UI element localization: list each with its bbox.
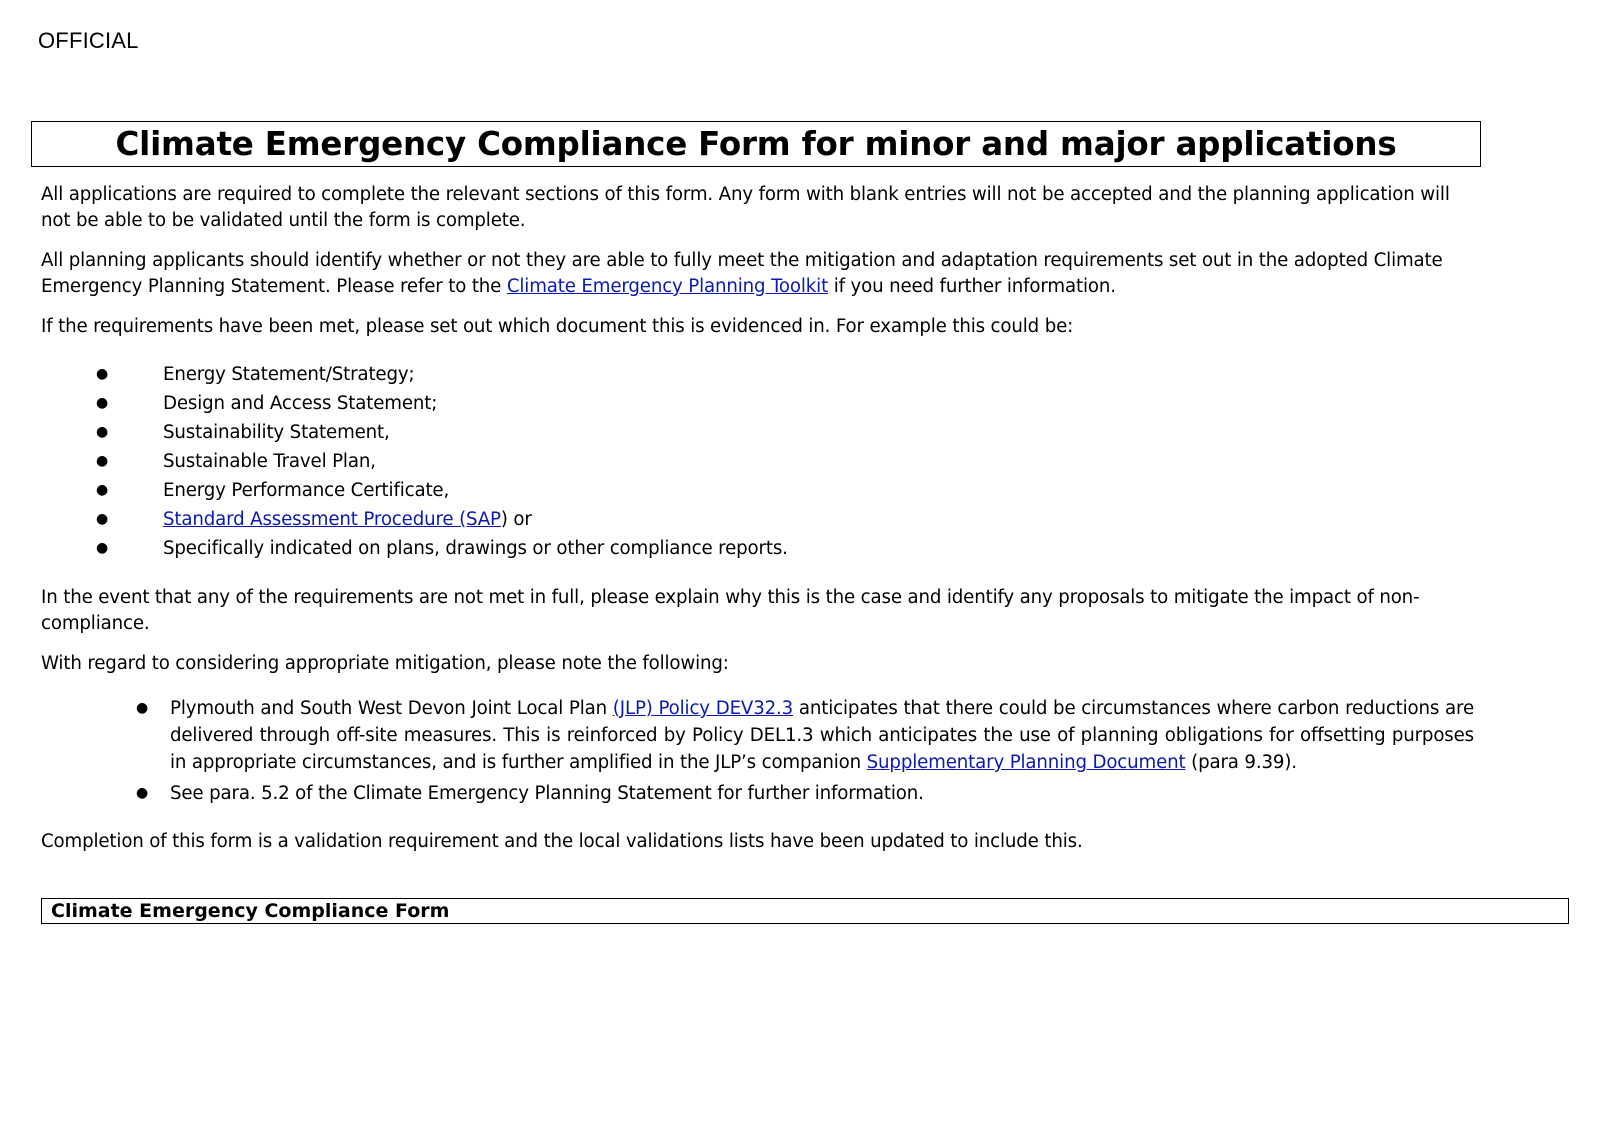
list-item bbox=[41, 780, 1474, 807]
bullet-icon: ● bbox=[96, 540, 109, 556]
document-body bbox=[41, 182, 1474, 855]
list-item-label: Sustainable Travel Plan, bbox=[163, 451, 376, 472]
evidence-list bbox=[41, 360, 1474, 563]
bullet-icon: ● bbox=[96, 395, 109, 411]
list-item-label: Sustainability Statement, bbox=[163, 422, 390, 443]
list-item bbox=[41, 360, 1474, 389]
jlp-policy-link[interactable]: (JLP) Policy DEV32.3 bbox=[612, 698, 794, 719]
spd-link[interactable]: Supplementary Planning Document bbox=[866, 752, 1186, 773]
list-item bbox=[41, 505, 1474, 534]
planning-paragraph-tail: if you need further information. bbox=[828, 276, 1116, 297]
mitigation-text-second: See para. 5.2 of the Climate Emergency Planning Statement for further information. bbox=[170, 783, 924, 804]
mitigation-intro: With regard to considering appropriate mitigation, please note the following: bbox=[41, 653, 729, 674]
bullet-icon: ● bbox=[96, 453, 109, 469]
mitigation-text-middle: anticipates that there could be circumstances where carbon reductions are delivered through off-site measures. This is reinforced by Policy DEL1.3 which anticipates the use of planning obligations for offsetting purposes in appropriate circumstances, and is further amplified in the JLP’s companion bbox=[170, 698, 1474, 773]
mitigation-list bbox=[41, 695, 1474, 807]
form-section-header: Climate Emergency Compliance Form bbox=[41, 898, 1569, 924]
bullet-icon: ● bbox=[96, 424, 109, 440]
list-item-label: Design and Access Statement; bbox=[163, 393, 438, 414]
evidence-intro: If the requirements have been met, please set out which document this is evidenced in. For example this could be: bbox=[41, 316, 1074, 337]
page-title: Climate Emergency Compliance Form for minor and major applications bbox=[115, 125, 1397, 163]
list-item-tail: ) or bbox=[500, 509, 532, 530]
bullet-icon: ● bbox=[96, 511, 109, 527]
list-item bbox=[41, 447, 1474, 476]
list-item-label: Specifically indicated on plans, drawings or other compliance reports. bbox=[163, 538, 788, 559]
mitigation-text: Plymouth and South West Devon Joint Local Plan bbox=[170, 698, 613, 719]
list-item bbox=[41, 476, 1474, 505]
list-item-label: Energy Performance Certificate, bbox=[163, 480, 450, 501]
completion-note: Completion of this form is a validation requirement and the local validations lists have been updated to include this. bbox=[41, 831, 1083, 852]
classification-marking: OFFICIAL bbox=[38, 28, 139, 53]
bullet-icon: ● bbox=[96, 482, 109, 498]
toolkit-link[interactable]: Climate Emergency Planning Toolkit bbox=[506, 276, 829, 297]
list-item bbox=[41, 418, 1474, 447]
planning-paragraph-text: All planning applicants should identify whether or not they are able to fully meet the mitigation and adaptation requirements set out in the adopted Climate Emergency Planning Statement. Please refer to the bbox=[41, 250, 1443, 297]
planning-paragraph bbox=[41, 248, 1474, 300]
mitigation-text-tail: (para 9.39). bbox=[1185, 752, 1297, 773]
bullet-icon: ● bbox=[96, 366, 109, 382]
title-box bbox=[31, 121, 1481, 167]
list-item bbox=[41, 695, 1474, 776]
sap-link[interactable]: Standard Assessment Procedure (SAP bbox=[163, 509, 501, 530]
bullet-icon: ● bbox=[136, 700, 149, 716]
bullet-icon: ● bbox=[136, 785, 149, 801]
list-item bbox=[41, 534, 1474, 563]
list-item-label: Energy Statement/Strategy; bbox=[163, 364, 415, 385]
intro-paragraph: All applications are required to complete the relevant sections of this form. Any form with blank entries will not be accepted and the planning application will not be able to be validated until the form is complete. bbox=[41, 184, 1450, 231]
list-item bbox=[41, 389, 1474, 418]
non-compliance-paragraph: In the event that any of the requirements are not met in full, please explain why this is the case and identify any proposals to mitigate the impact of non-compliance. bbox=[41, 587, 1420, 634]
